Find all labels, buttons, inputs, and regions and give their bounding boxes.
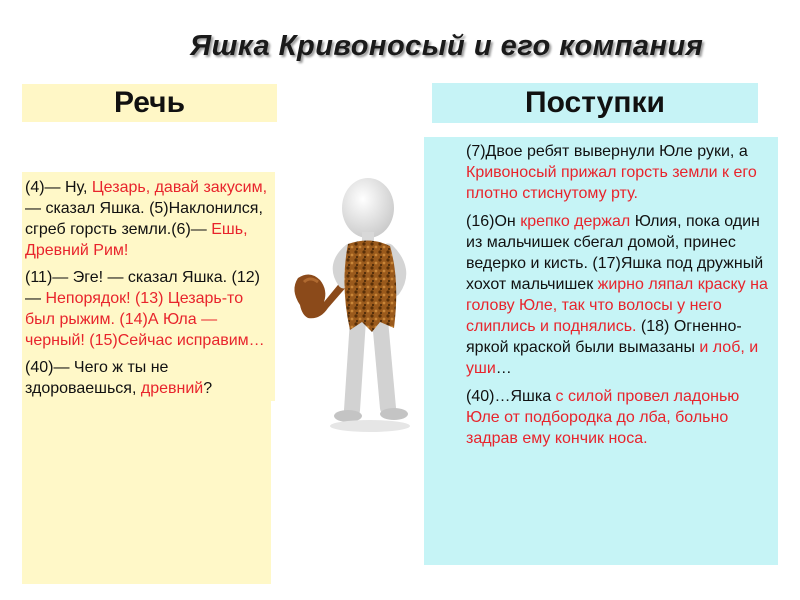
actions-panel	[424, 137, 778, 565]
speech-header: Речь	[22, 84, 277, 122]
actions-header: Поступки	[432, 83, 758, 123]
speech-panel	[22, 172, 277, 584]
action-item-2: (16)Он крепко держал Юлия, пока один из мальчишек сбегал домой, принес ведерко и кисть. (17)Яшка под дружный хохот мальчишек жирно ляпал краску на голову Юле, так что волосы у него слиплись и поднялись. (18) Огненно-яркой краской были вымазаны и лоб, и уши…	[466, 213, 768, 377]
action-item-3: (40)…Яшка с силой провел ладонью Юле от подбородка до лба, больно задрав ему кончик носа.	[466, 388, 740, 447]
caveman-figure	[290, 170, 430, 440]
speech-quote-1: (4)— Ну, Цезарь, давай закусим, — сказал Яшка. (5)Наклонился, сгреб горсть земли.(6)— Ешь, Древний Рим!	[25, 179, 268, 259]
slide-title: Яшка Кривоносый и его компания	[190, 30, 704, 62]
speech-quote-3: (40)— Чего ж ты не здороваешься, древний?	[25, 359, 213, 397]
action-item-1: (7)Двое ребят вывернули Юле руки, а Кривоносый прижал горсть земли к его плотно стиснутому рту.	[466, 143, 757, 202]
speech-quote-2: (11)— Эге! — сказал Яшка. (12)— Непорядок! (13) Цезарь-то был рыжим. (14)А Юла — черный! (15)Сейчас исправим…	[25, 269, 265, 349]
